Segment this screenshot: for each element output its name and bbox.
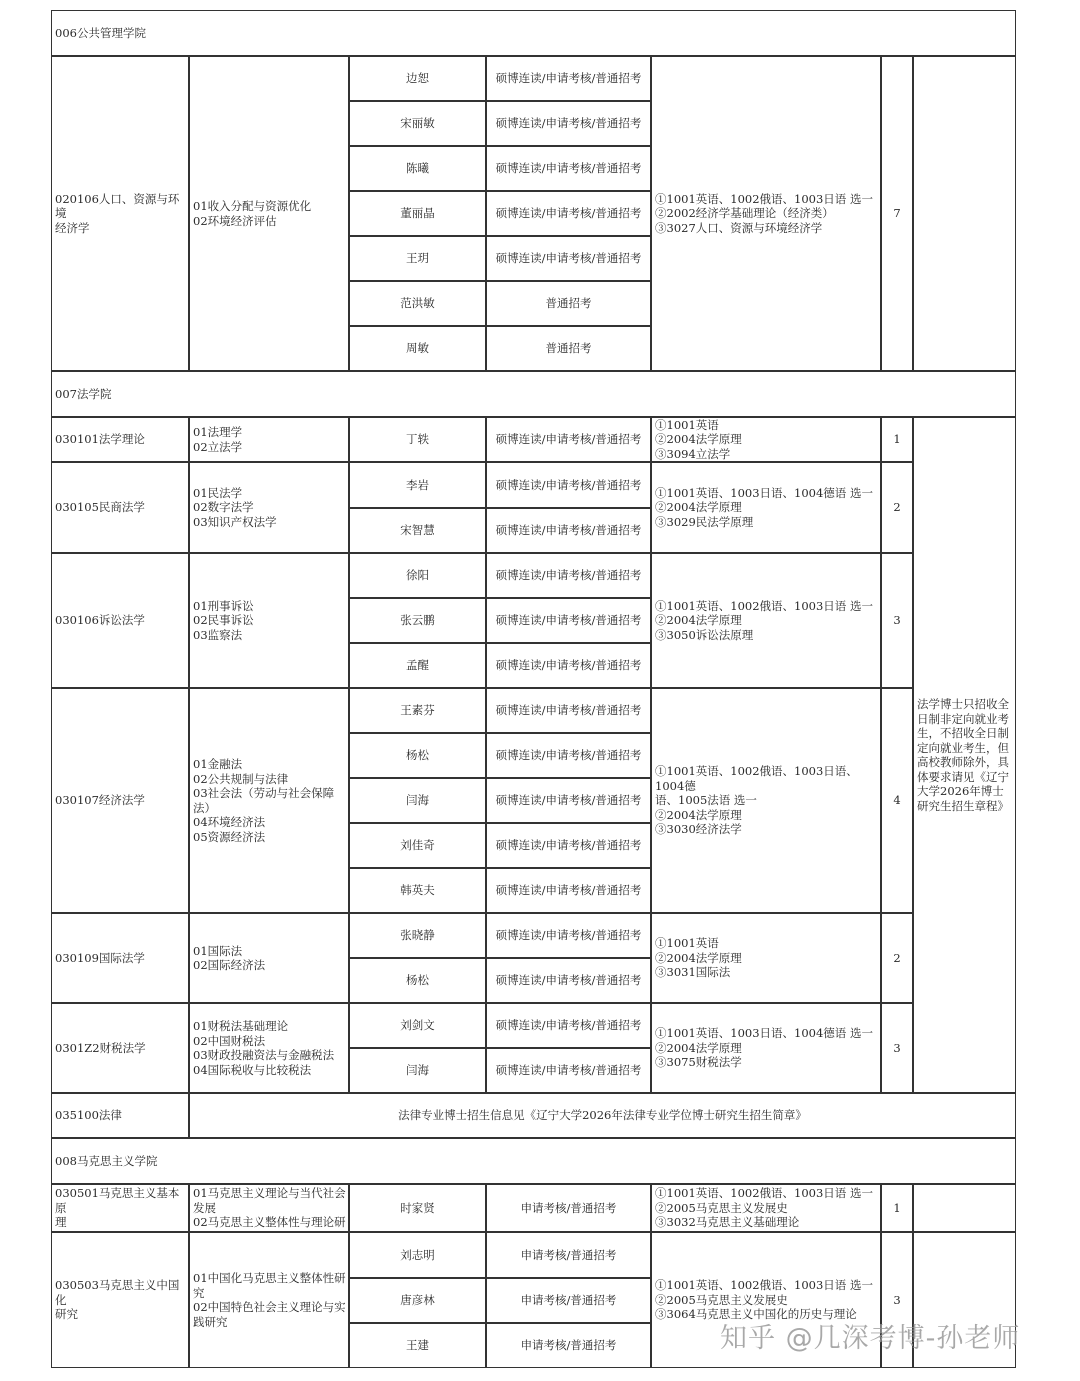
major-name-text: 030105民商法学 bbox=[55, 500, 145, 515]
enrollment-quota-text: 2 bbox=[893, 500, 901, 515]
supervisor-name-text: 闫海 bbox=[406, 793, 429, 808]
research-directions-text: 01金融法 02公共规制与法律 03社会法（劳动与社会保障 法） 04环境经济法 05资源经济法 bbox=[193, 757, 335, 844]
admission-mode-text: 申请考核/普通招考 bbox=[520, 1338, 617, 1353]
section-header bbox=[51, 371, 1016, 417]
major-name bbox=[51, 56, 189, 371]
admission-mode bbox=[486, 688, 651, 733]
supervisor-name bbox=[349, 913, 486, 958]
supervisor-name bbox=[349, 1278, 486, 1323]
major-name bbox=[51, 1232, 189, 1368]
research-directions-text: 01刑事诉讼 02民事诉讼 03监察法 bbox=[193, 598, 254, 642]
merged-note-text: 法律专业博士招生信息见《辽宁大学2026年法律专业学位博士研究生招生简章》 bbox=[398, 1108, 807, 1123]
supervisor-name-text: 张云鹏 bbox=[400, 613, 435, 628]
supervisor-name-text: 范洪敏 bbox=[400, 296, 435, 311]
admission-mode-text: 硕博连读/申请考核/普通招考 bbox=[495, 161, 642, 176]
exam-subjects-text: ①1001英语、1003日语、1004德语 选一 ②2004法学原理 ③3029民法学原理 bbox=[655, 485, 873, 529]
research-directions-text: 01收入分配与资源优化 02环境经济评估 bbox=[193, 199, 312, 228]
supervisor-name bbox=[349, 553, 486, 598]
exam-subjects bbox=[651, 553, 881, 688]
admission-mode-text: 硕博连读/申请考核/普通招考 bbox=[495, 748, 642, 763]
exam-subjects bbox=[651, 1003, 881, 1093]
admission-mode-text: 普通招考 bbox=[545, 341, 592, 356]
supervisor-name-text: 韩英夫 bbox=[400, 883, 435, 898]
major-name-text: 035100法律 bbox=[55, 1108, 122, 1123]
supervisor-name-text: 周敏 bbox=[406, 341, 429, 356]
supervisor-name-text: 李岩 bbox=[406, 477, 429, 492]
enrollment-quota bbox=[881, 553, 913, 688]
section-header bbox=[51, 1138, 1016, 1184]
admission-mode bbox=[486, 1003, 651, 1048]
supervisor-name-text: 董丽晶 bbox=[400, 206, 435, 221]
admission-mode-text: 硕博连读/申请考核/普通招考 bbox=[495, 568, 642, 583]
enrollment-quota-text: 3 bbox=[893, 1040, 901, 1055]
research-directions bbox=[189, 1003, 349, 1093]
major-name bbox=[51, 417, 189, 462]
research-directions bbox=[189, 913, 349, 1003]
admission-mode-text: 硕博连读/申请考核/普通招考 bbox=[495, 973, 642, 988]
supervisor-name bbox=[349, 643, 486, 688]
major-name bbox=[51, 688, 189, 913]
admission-mode-text: 硕博连读/申请考核/普通招考 bbox=[495, 523, 642, 538]
supervisor-name bbox=[349, 958, 486, 1003]
major-name-text: 030503马克思主义中国化 研究 bbox=[55, 1278, 180, 1322]
exam-subjects bbox=[651, 462, 881, 553]
enrollment-quota-text: 2 bbox=[893, 950, 901, 965]
supervisor-name-text: 时家贤 bbox=[400, 1200, 435, 1215]
major-name bbox=[51, 462, 189, 553]
enrollment-quota-text: 1 bbox=[893, 1200, 901, 1215]
supervisor-name-text: 王玥 bbox=[406, 251, 429, 266]
admission-mode bbox=[486, 1184, 651, 1232]
research-directions-text: 01法理学 02立法学 bbox=[193, 425, 243, 454]
exam-subjects bbox=[651, 417, 881, 462]
exam-subjects bbox=[651, 56, 881, 371]
major-name bbox=[51, 913, 189, 1003]
supervisor-name-text: 陈曦 bbox=[406, 161, 429, 176]
major-name-text: 030109国际法学 bbox=[55, 950, 145, 965]
remarks bbox=[913, 1184, 1016, 1232]
research-directions bbox=[189, 417, 349, 462]
major-name bbox=[51, 1003, 189, 1093]
admission-mode bbox=[486, 733, 651, 778]
research-directions-text: 01财税法基础理论 02中国财税法 03财政投融资法与金融税法 04国际税收与比较税法 bbox=[193, 1019, 335, 1077]
supervisor-name bbox=[349, 598, 486, 643]
admission-mode-text: 硕博连读/申请考核/普通招考 bbox=[495, 1018, 642, 1033]
admission-mode bbox=[486, 508, 651, 553]
research-directions-text: 01马克思主义理论与当代社会 发展 02马克思主义整体性与理论研 bbox=[193, 1186, 346, 1230]
admission-mode-text: 硕博连读/申请考核/普通招考 bbox=[495, 928, 642, 943]
supervisor-name bbox=[349, 281, 486, 326]
supervisor-name bbox=[349, 236, 486, 281]
research-directions-text: 01中国化马克思主义整体性研 究 02中国特色社会主义理论与实 践研究 bbox=[193, 1271, 346, 1329]
section-header bbox=[51, 10, 1016, 56]
admission-mode bbox=[486, 553, 651, 598]
enrollment-quota bbox=[881, 1184, 913, 1232]
supervisor-name bbox=[349, 778, 486, 823]
research-directions bbox=[189, 1232, 349, 1368]
admission-mode-text: 硕博连读/申请考核/普通招考 bbox=[495, 883, 642, 898]
law-remark-text: 法学博士只招收全日制非定向就业考生，不招收全日制定向就业考生，但高校教师除外，具体要求请见《辽宁大学2026年博士研究生招生章程》 bbox=[917, 697, 1009, 813]
research-directions bbox=[189, 1184, 349, 1232]
admission-mode bbox=[486, 1278, 651, 1323]
research-directions bbox=[189, 553, 349, 688]
admission-mode bbox=[486, 236, 651, 281]
research-directions bbox=[189, 56, 349, 371]
major-name bbox=[51, 553, 189, 688]
admission-mode-text: 硕博连读/申请考核/普通招考 bbox=[495, 838, 642, 853]
exam-subjects bbox=[651, 913, 881, 1003]
admission-mode bbox=[486, 1323, 651, 1368]
admission-mode bbox=[486, 598, 651, 643]
supervisor-name bbox=[349, 508, 486, 553]
admission-mode-text: 普通招考 bbox=[545, 296, 592, 311]
section-header-text: 008马克思主义学院 bbox=[55, 1153, 158, 1168]
supervisor-name bbox=[349, 146, 486, 191]
section-header-text: 006公共管理学院 bbox=[55, 25, 146, 40]
admission-mode bbox=[486, 191, 651, 236]
major-name-text: 0301Z2财税法学 bbox=[55, 1040, 146, 1055]
supervisor-name-text: 张晓静 bbox=[400, 928, 435, 943]
enrollment-quota-text: 4 bbox=[893, 793, 901, 808]
law-remark bbox=[913, 417, 1016, 1093]
admission-mode bbox=[486, 1232, 651, 1278]
supervisor-name bbox=[349, 868, 486, 913]
supervisor-name-text: 丁轶 bbox=[406, 432, 429, 447]
enrollment-quota bbox=[881, 462, 913, 553]
supervisor-name-text: 边恕 bbox=[406, 71, 429, 86]
admission-mode-text: 申请考核/普通招考 bbox=[520, 1200, 617, 1215]
admission-mode bbox=[486, 326, 651, 371]
research-directions bbox=[189, 688, 349, 913]
admission-mode bbox=[486, 462, 651, 508]
supervisor-name bbox=[349, 462, 486, 508]
admission-mode-text: 硕博连读/申请考核/普通招考 bbox=[495, 703, 642, 718]
exam-subjects-text: ①1001英语、1002俄语、1003日语 选一 ②2005马克思主义发展史 ③3064马克思主义中国化的历史与理论 bbox=[655, 1278, 873, 1322]
admission-mode bbox=[486, 913, 651, 958]
admission-mode-text: 申请考核/普通招考 bbox=[520, 1293, 617, 1308]
major-name-text: 030501马克思主义基本原 理 bbox=[55, 1186, 180, 1230]
exam-subjects-text: ①1001英语 ②2004法学原理 ③3094立法学 bbox=[655, 417, 742, 461]
admission-mode-text: 硕博连读/申请考核/普通招考 bbox=[495, 477, 642, 492]
admission-mode-text: 硕博连读/申请考核/普通招考 bbox=[495, 206, 642, 221]
supervisor-name-text: 王建 bbox=[406, 1338, 429, 1353]
supervisor-name bbox=[349, 1323, 486, 1368]
research-directions bbox=[189, 462, 349, 553]
supervisor-name bbox=[349, 191, 486, 236]
supervisor-name bbox=[349, 326, 486, 371]
exam-subjects-text: ①1001英语、1002俄语、1003日语 选一 ②2002经济学基础理论（经济类） ③3027人口、资源与环境经济学 bbox=[655, 191, 873, 235]
admission-mode bbox=[486, 56, 651, 101]
enrollment-quota-text: 3 bbox=[893, 1292, 901, 1307]
major-name bbox=[51, 1184, 189, 1232]
supervisor-name-text: 宋丽敏 bbox=[400, 116, 435, 131]
admission-mode-text: 硕博连读/申请考核/普通招考 bbox=[495, 613, 642, 628]
major-name-text: 030107经济法学 bbox=[55, 793, 145, 808]
supervisor-name bbox=[349, 1003, 486, 1048]
major-name-text: 030101法学理论 bbox=[55, 432, 145, 447]
enrollment-quota-text: 7 bbox=[893, 206, 901, 221]
major-name bbox=[51, 1093, 189, 1138]
supervisor-name bbox=[349, 1184, 486, 1232]
admission-mode-text: 硕博连读/申请考核/普通招考 bbox=[495, 432, 642, 447]
enrollment-quota-text: 1 bbox=[893, 432, 901, 447]
supervisor-name-text: 唐彦林 bbox=[400, 1293, 435, 1308]
supervisor-name-text: 刘志明 bbox=[400, 1247, 435, 1262]
admission-mode bbox=[486, 643, 651, 688]
admission-mode bbox=[486, 958, 651, 1003]
exam-subjects-text: ①1001英语、1002俄语、1003日语 选一 ②2004法学原理 ③3050诉讼法原理 bbox=[655, 598, 873, 642]
admission-mode-text: 硕博连读/申请考核/普通招考 bbox=[495, 251, 642, 266]
admission-mode-text: 硕博连读/申请考核/普通招考 bbox=[495, 116, 642, 131]
admission-mode bbox=[486, 868, 651, 913]
supervisor-name-text: 闫海 bbox=[406, 1063, 429, 1078]
remarks bbox=[913, 56, 1016, 371]
supervisor-name bbox=[349, 1232, 486, 1278]
supervisor-name-text: 刘剑文 bbox=[400, 1018, 435, 1033]
supervisor-name-text: 王素芬 bbox=[400, 703, 435, 718]
enrollment-quota bbox=[881, 56, 913, 371]
supervisor-name-text: 杨松 bbox=[406, 973, 429, 988]
supervisor-name-text: 徐阳 bbox=[406, 568, 429, 583]
research-directions-text: 01国际法 02国际经济法 bbox=[193, 943, 266, 972]
exam-subjects-text: ①1001英语 ②2004法学原理 ③3031国际法 bbox=[655, 936, 742, 980]
research-directions-text: 01民法学 02数字法学 03知识产权法学 bbox=[193, 485, 277, 529]
supervisor-name-text: 宋智慧 bbox=[400, 523, 435, 538]
admission-mode-text: 硕博连读/申请考核/普通招考 bbox=[495, 1063, 642, 1078]
major-name-text: 030106诉讼法学 bbox=[55, 613, 145, 628]
exam-subjects-text: ①1001英语、1002俄语、1003日语 选一 ②2005马克思主义发展史 ③3032马克思主义基础理论 bbox=[655, 1186, 873, 1230]
supervisor-name bbox=[349, 823, 486, 868]
supervisor-name bbox=[349, 101, 486, 146]
admission-mode bbox=[486, 281, 651, 326]
enrollment-quota bbox=[881, 1003, 913, 1093]
supervisor-name bbox=[349, 417, 486, 462]
enrollment-quota bbox=[881, 688, 913, 913]
supervisor-name-text: 孟醒 bbox=[406, 658, 429, 673]
admission-mode bbox=[486, 823, 651, 868]
admission-mode bbox=[486, 101, 651, 146]
enrollment-quota bbox=[881, 417, 913, 462]
supervisor-name bbox=[349, 56, 486, 101]
exam-subjects-text: ①1001英语、1002俄语、1003日语、1004德 语、1005法语 选一 ②2004法学原理 ③3030经济法学 bbox=[655, 764, 858, 837]
exam-subjects-text: ①1001英语、1003日语、1004德语 选一 ②2004法学原理 ③3075财税法学 bbox=[655, 1026, 873, 1070]
admission-mode-text: 申请考核/普通招考 bbox=[520, 1247, 617, 1262]
admission-mode bbox=[486, 778, 651, 823]
section-header-text: 007法学院 bbox=[55, 386, 112, 401]
merged-note bbox=[189, 1093, 1016, 1138]
supervisor-name bbox=[349, 1048, 486, 1093]
admission-mode bbox=[486, 1048, 651, 1093]
supervisor-name bbox=[349, 733, 486, 778]
admission-mode-text: 硕博连读/申请考核/普通招考 bbox=[495, 658, 642, 673]
zhihu-watermark: 知乎 @几深考博-孙老师 bbox=[720, 1323, 1021, 1354]
admission-mode-text: 硕博连读/申请考核/普通招考 bbox=[495, 793, 642, 808]
supervisor-name bbox=[349, 688, 486, 733]
admission-mode-text: 硕博连读/申请考核/普通招考 bbox=[495, 71, 642, 86]
supervisor-name-text: 杨松 bbox=[406, 748, 429, 763]
exam-subjects bbox=[651, 1184, 881, 1232]
enrollment-quota bbox=[881, 913, 913, 1003]
major-name-text: 020106人口、资源与环境 经济学 bbox=[55, 191, 180, 235]
admission-mode bbox=[486, 417, 651, 462]
exam-subjects bbox=[651, 688, 881, 913]
supervisor-name-text: 刘佳奇 bbox=[400, 838, 435, 853]
enrollment-quota-text: 3 bbox=[893, 613, 901, 628]
admission-mode bbox=[486, 146, 651, 191]
